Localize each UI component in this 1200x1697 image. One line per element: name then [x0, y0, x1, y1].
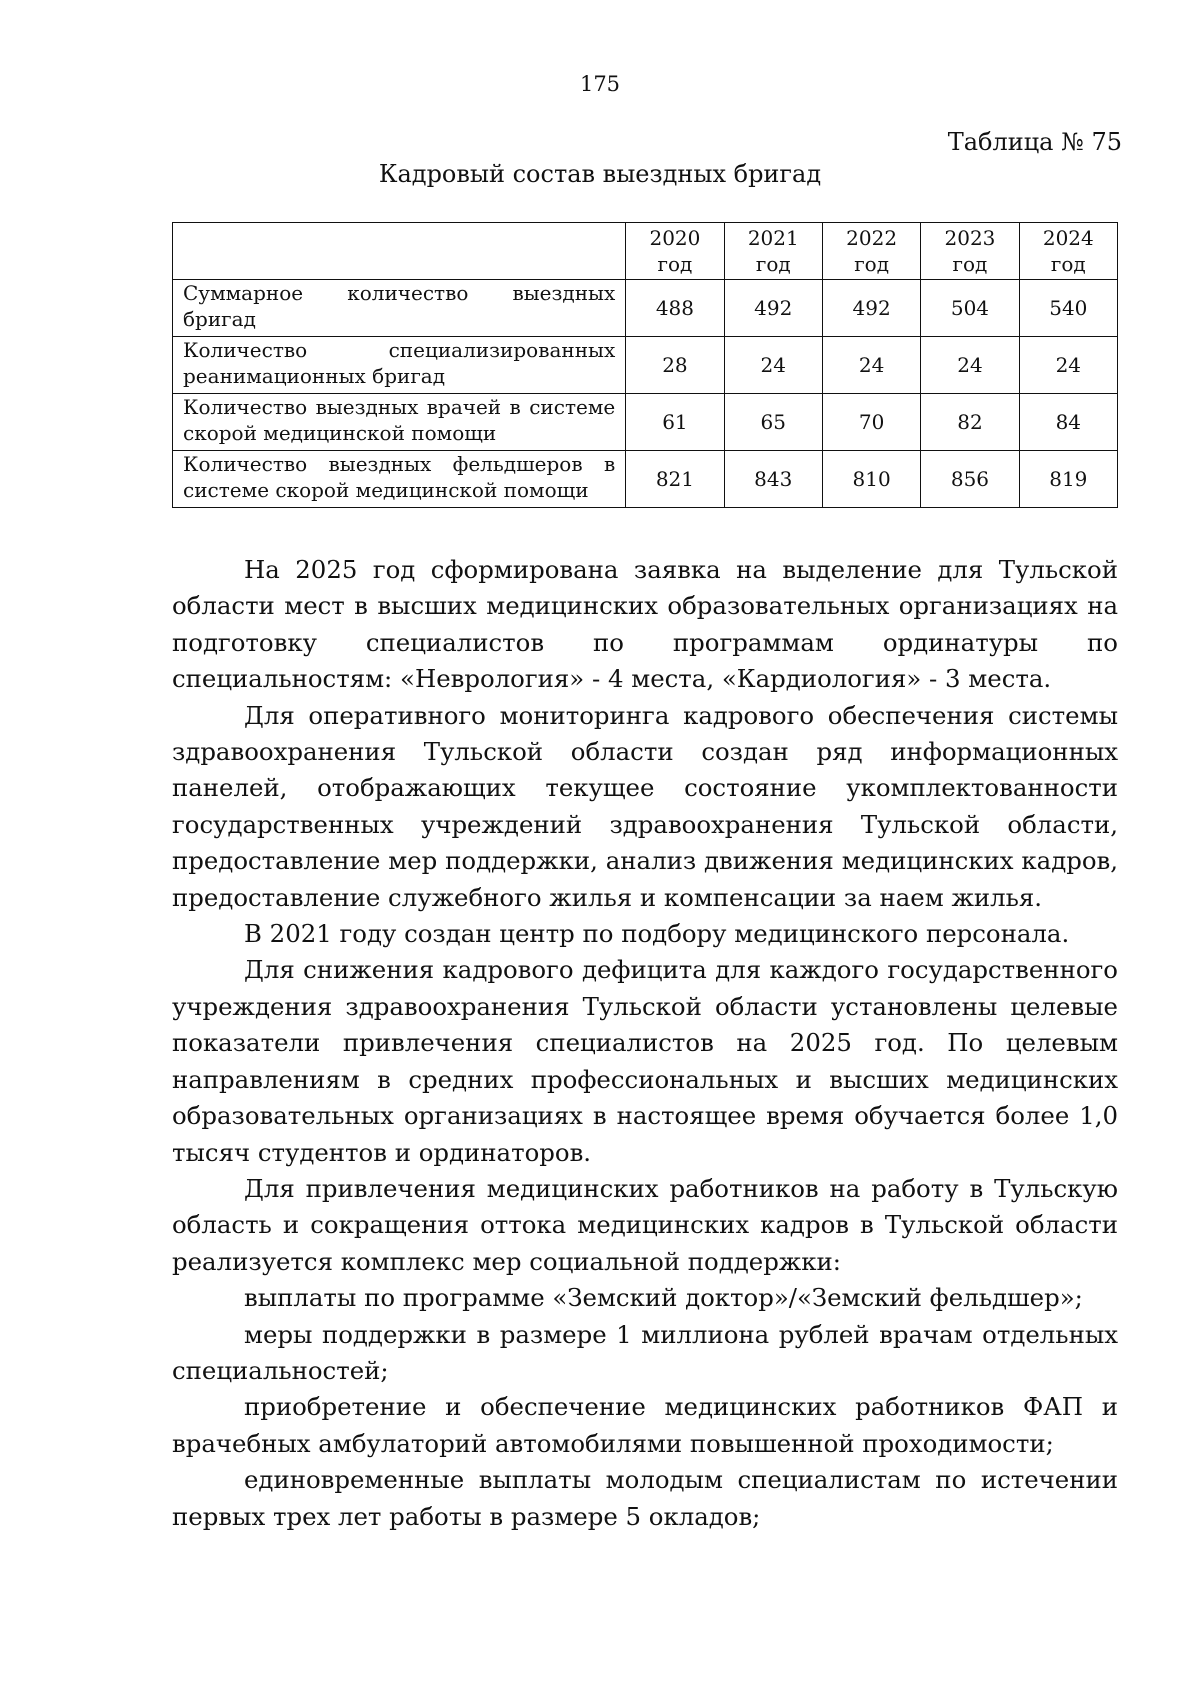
header-year-2021: 2021 год	[724, 223, 822, 280]
table-cell: 821	[626, 451, 724, 508]
row-label: Количество выездных фельдшеров в системе скорой медицинской помощи	[173, 451, 626, 508]
table-cell: 61	[626, 394, 724, 451]
row-label: Количество выездных врачей в системе скорой медицинской помощи	[173, 394, 626, 451]
list-item: приобретение и обеспечение медицинских работников ФАП и врачебных амбулаторий автомобилями повышенной проходимости;	[172, 1392, 1118, 1458]
paragraph: Для снижения кадрового дефицита для каждого государственного учреждения здравоохранения Тульской области установлены целевые показатели привлечения специалистов на 2025 год. По целевым направлениям в средних профессиональных и высших медицинских образовательных организациях в настоящее время обучается более 1,0 тысяч студентов и ординаторов.	[172, 955, 1118, 1167]
table-cell: 70	[822, 394, 920, 451]
table-cell: 28	[626, 337, 724, 394]
table-cell: 24	[921, 337, 1019, 394]
table-row	[173, 451, 1118, 508]
header-year-2020: 2020 год	[626, 223, 724, 280]
table-cell: 540	[1019, 280, 1117, 337]
body-text	[172, 552, 1118, 1535]
table-cell: 84	[1019, 394, 1117, 451]
paragraph: Для привлечения медицинских работников на работу в Тульскую область и сокращения оттока медицинских кадров в Тульской области реализуется комплекс мер социальной поддержки:	[172, 1173, 1118, 1276]
row-label: Количество специализированных реанимационных бригад	[173, 337, 626, 394]
table-cell: 488	[626, 280, 724, 337]
paragraph: В 2021 году создан центр по подбору медицинского персонала.	[244, 919, 1070, 949]
table-row	[173, 337, 1118, 394]
table-cell: 24	[822, 337, 920, 394]
list-item: выплаты по программе «Земский доктор»/«Земский фельдшер»;	[244, 1283, 1083, 1313]
staff-table	[172, 222, 1118, 508]
page-number: 175	[579, 72, 621, 96]
header-year-2024: 2024 год	[1019, 223, 1117, 280]
list-item: меры поддержки в размере 1 миллиона рублей врачам отдельных специальностей;	[172, 1319, 1118, 1385]
table-cell: 504	[921, 280, 1019, 337]
paragraph: На 2025 год сформирована заявка на выделение для Тульской области мест в высших медицинских образовательных организациях на подготовку специалистов по программам ординатуры по специальностям: «Неврология» - 4 места, «Кардиология» - 3 места.	[172, 555, 1118, 694]
table-header-row	[173, 223, 1118, 280]
header-year-2023: 2023 год	[921, 223, 1019, 280]
table-cell: 856	[921, 451, 1019, 508]
table-cell: 24	[724, 337, 822, 394]
table-number: Таблица № 75	[947, 128, 1122, 156]
table-cell: 819	[1019, 451, 1117, 508]
row-label: Суммарное количество выездных бригад	[173, 280, 626, 337]
header-empty-cell	[173, 223, 626, 280]
list-item: единовременные выплаты молодым специалистам по истечении первых трех лет работы в размере 5 окладов;	[172, 1465, 1118, 1531]
table-cell: 24	[1019, 337, 1117, 394]
table-cell: 65	[724, 394, 822, 451]
paragraph: Для оперативного мониторинга кадрового обеспечения системы здравоохранения Тульской области создан ряд информационных панелей, отображающих текущее состояние укомплектованности государственных учреждений здравоохранения Тульской области, предоставление мер поддержки, анализ движения медицинских кадров, предоставление служебного жилья и компенсации за наем жилья.	[172, 700, 1118, 912]
table-cell: 82	[921, 394, 1019, 451]
table-cell: 492	[822, 280, 920, 337]
table-cell: 810	[822, 451, 920, 508]
table-cell: 492	[724, 280, 822, 337]
table-row	[173, 280, 1118, 337]
header-year-2022: 2022 год	[822, 223, 920, 280]
table-row	[173, 394, 1118, 451]
table-title: Кадровый состав выездных бригад	[378, 160, 822, 188]
table-cell: 843	[724, 451, 822, 508]
